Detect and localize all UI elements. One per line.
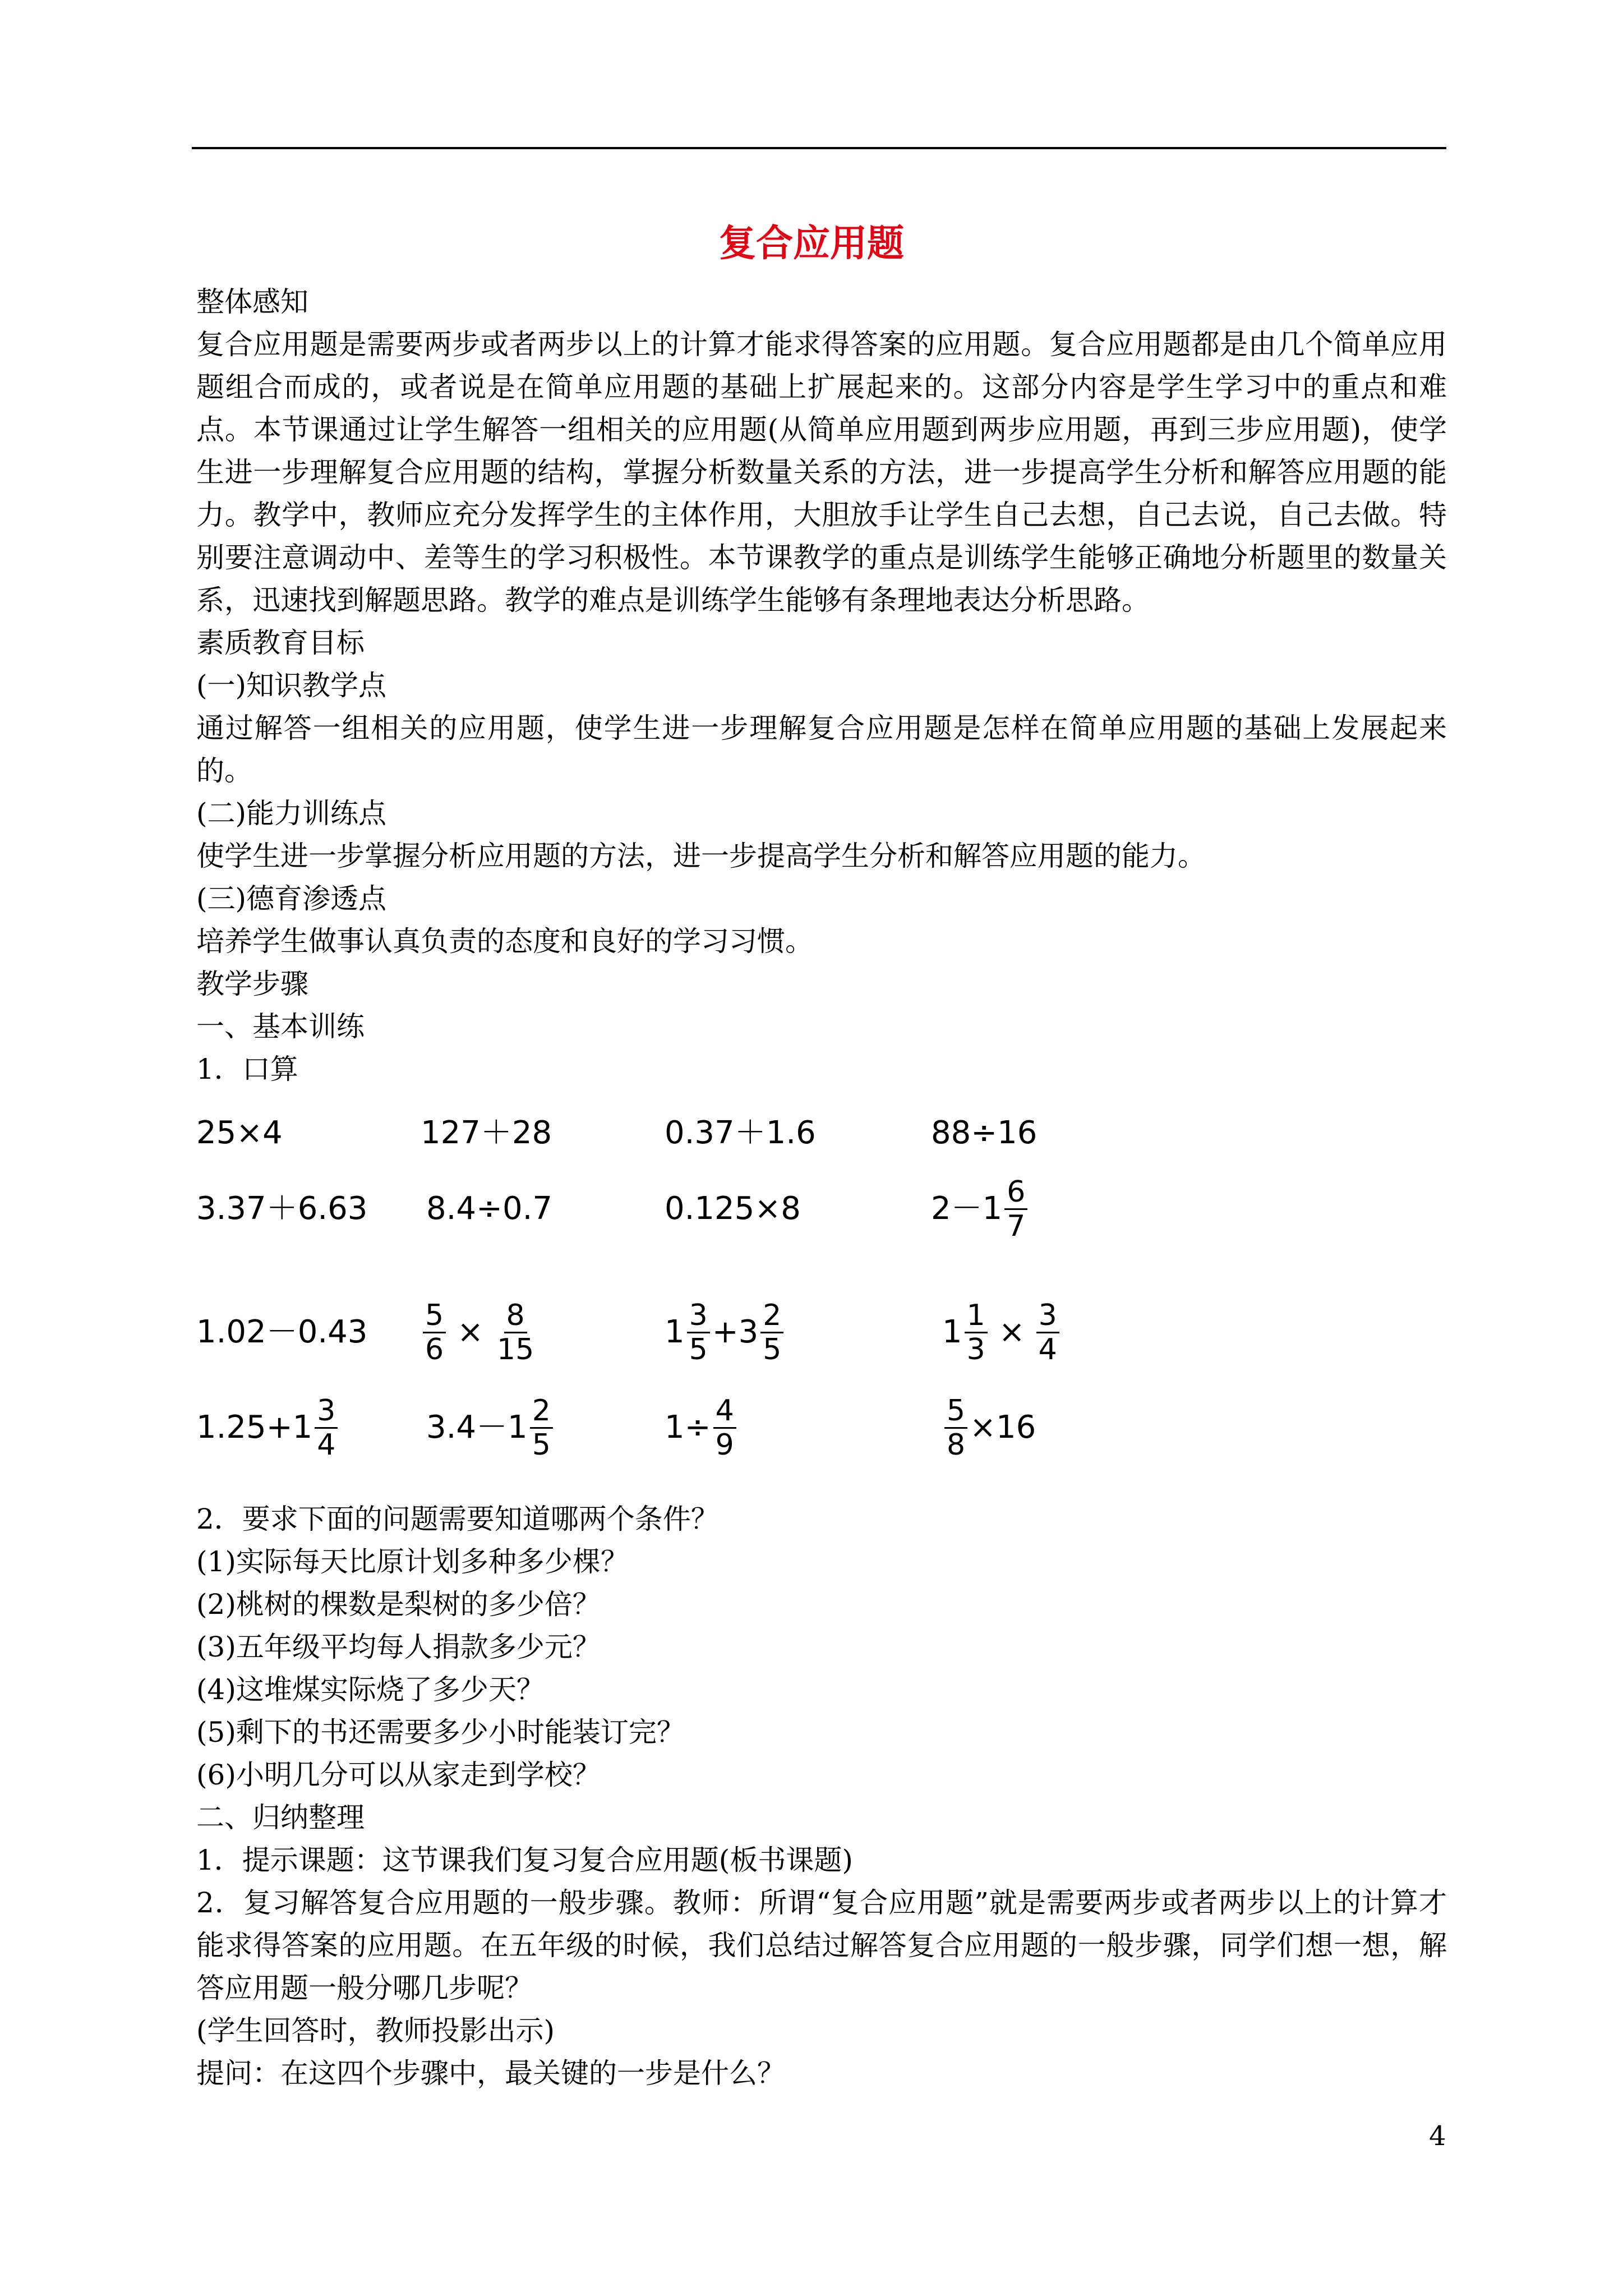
- whole-number: 1: [942, 1314, 962, 1350]
- denominator: 3: [966, 1332, 985, 1366]
- fraction: [1004, 1176, 1027, 1243]
- subheading-knowledge: (一)知识教学点: [196, 669, 387, 702]
- denominator: 5: [689, 1332, 708, 1366]
- subheading-ability: (二)能力训练点: [196, 797, 387, 830]
- header-rule: [192, 147, 1446, 149]
- whole-number: 3: [738, 1314, 759, 1350]
- fraction: [530, 1395, 553, 1461]
- oral-item: 0.37＋1.6: [665, 1115, 816, 1151]
- operator: +: [712, 1314, 739, 1350]
- fraction: [495, 1299, 536, 1366]
- oral-item: 88÷16: [931, 1115, 1038, 1151]
- question-item: (5)剩下的书还需要多少小时能装订完？: [196, 1716, 685, 1749]
- oral-item: 1.02－0.43: [196, 1314, 368, 1350]
- section-heading-goals: 素质教育目标: [196, 627, 365, 659]
- moral-paragraph: 培养学生做事认真负责的态度和良好的学习习惯。: [196, 925, 813, 958]
- oral-item: 3.37＋6.63: [196, 1190, 368, 1227]
- numerator: 3: [315, 1395, 338, 1429]
- denominator: 6: [425, 1332, 444, 1366]
- fraction: [713, 1395, 736, 1461]
- denominator: 4: [317, 1428, 336, 1462]
- numerator: 4: [713, 1395, 736, 1429]
- numerator: 3: [687, 1299, 710, 1333]
- numerator: 2: [760, 1299, 783, 1333]
- fraction: [944, 1395, 967, 1461]
- oral-text: 3.4－1: [426, 1409, 528, 1446]
- oral-item: [421, 1293, 538, 1372]
- part1-heading: 一、基本训练: [196, 1010, 365, 1043]
- numerator: 2: [530, 1395, 553, 1429]
- numerator: 8: [504, 1299, 527, 1333]
- oral-item: [665, 1293, 786, 1372]
- denominator: 8: [947, 1428, 966, 1462]
- oral-item: 127＋28: [421, 1115, 552, 1151]
- question-item: (3)五年级平均每人捐款多少元？: [196, 1631, 601, 1663]
- part2-item-4: 提问：在这四个步骤中，最关键的一步是什么？: [196, 2057, 785, 2090]
- numerator: 6: [1004, 1176, 1027, 1210]
- numerator: 1: [965, 1299, 988, 1333]
- ability-paragraph: 使学生进一步掌握分析应用题的方法，进一步提高学生分析和解答应用题的能力。: [196, 840, 1206, 872]
- denominator: 15: [497, 1332, 534, 1366]
- question-item: (2)桃树的棵数是梨树的多少倍？: [196, 1588, 601, 1621]
- oral-item: [931, 1170, 1030, 1248]
- oral-item: [942, 1388, 1036, 1467]
- document-body: [196, 280, 1447, 2095]
- intro-paragraph: 复合应用题是需要两步或者两步以上的计算才能求得答案的应用题。复合应用题都是由几个简单应用题组合而成的，或者说是在简单应用题的基础上扩展起来的。这部分内容是学生学习中的重点和难点。本节课通过让学生解答一组相关的应用题(从简单应用题到两步应用题，再到三步应用题)，使学生进一步理解复合应用题的结构，掌握分析数量关系的方法，进一步提高学生分析和解答应用题的能力。教学中，教师应充分发挥学生的主体作用，大胆放手让学生自己去想，自己去说，自己去做。特别要注意调动中、差等生的学习积极性。本节课教学的重点是训练学生能够正确地分析题里的数量关系，迅速找到解题思路。教学的难点是训练学生能够有条理地表达分析思路。: [196, 328, 1447, 616]
- denominator: 9: [715, 1428, 734, 1462]
- oral-item: [665, 1388, 739, 1467]
- fraction: [1036, 1299, 1059, 1366]
- oral-item: [426, 1388, 555, 1467]
- fraction: [965, 1299, 988, 1366]
- denominator: 5: [763, 1332, 782, 1366]
- part2-item-1: 1．提示课题：这节课我们复习复合应用题(板书课题): [196, 1844, 853, 1876]
- subheading-moral: (三)德育渗透点: [196, 882, 387, 915]
- fraction: [760, 1299, 783, 1366]
- denominator: 5: [532, 1428, 551, 1462]
- operator: ×: [457, 1314, 484, 1350]
- whole-number: 1: [665, 1314, 685, 1350]
- question-item: (4)这堆煤实际烧了多少天？: [196, 1673, 545, 1706]
- numerator: 5: [423, 1299, 446, 1333]
- page-number: 4: [1429, 2120, 1446, 2152]
- fraction: [423, 1299, 446, 1366]
- oral-text: 1÷: [665, 1409, 711, 1446]
- oral-item: 8.4÷0.7: [426, 1190, 553, 1227]
- oral-item: 25×4: [196, 1115, 283, 1151]
- question-item: (1)实际每天比原计划多种多少棵？: [196, 1545, 629, 1578]
- operator: ×: [998, 1314, 1025, 1350]
- question-item: (6)小明几分可以从家走到学校？: [196, 1759, 601, 1791]
- denominator: 7: [1007, 1209, 1026, 1243]
- page-title: 复合应用题: [719, 221, 904, 265]
- oral-item: [196, 1388, 340, 1467]
- part2-item-2: 2．复习解答复合应用题的一般步骤。教师：所谓“复合应用题”就是需要两步或者两步以上的计算才能求得答案的应用题。在五年级的时候，我们总结过解答复合应用题的一般步骤，同学们想一想，解答应用题一般分哪几步呢？: [196, 1887, 1447, 2004]
- oral-item: [942, 1293, 1062, 1372]
- part2-item-3: (学生回答时，教师投影出示): [196, 2014, 555, 2047]
- oral-text: 2－1: [931, 1190, 1003, 1227]
- oral-item: 0.125×8: [665, 1190, 801, 1227]
- section-heading-intro: 整体感知: [196, 286, 308, 318]
- numerator: 5: [944, 1395, 967, 1429]
- question-2-heading: 2．要求下面的问题需要知道哪两个条件？: [196, 1503, 719, 1535]
- knowledge-paragraph: 通过解答一组相关的应用题，使学生进一步理解复合应用题是怎样在简单应用题的基础上发展起来的。: [196, 712, 1447, 787]
- fraction: [687, 1299, 710, 1366]
- fraction: [315, 1395, 338, 1461]
- numerator: 3: [1036, 1299, 1059, 1333]
- oral-text: 1.25+1: [196, 1409, 313, 1446]
- part2-heading: 二、归纳整理: [196, 1801, 365, 1834]
- section-heading-steps: 教学步骤: [196, 968, 308, 1000]
- denominator: 4: [1038, 1332, 1057, 1366]
- oral-text: ×16: [970, 1409, 1036, 1446]
- oral-heading: 1．口算: [196, 1053, 298, 1085]
- oral-calculation-grid: [196, 1094, 1447, 1498]
